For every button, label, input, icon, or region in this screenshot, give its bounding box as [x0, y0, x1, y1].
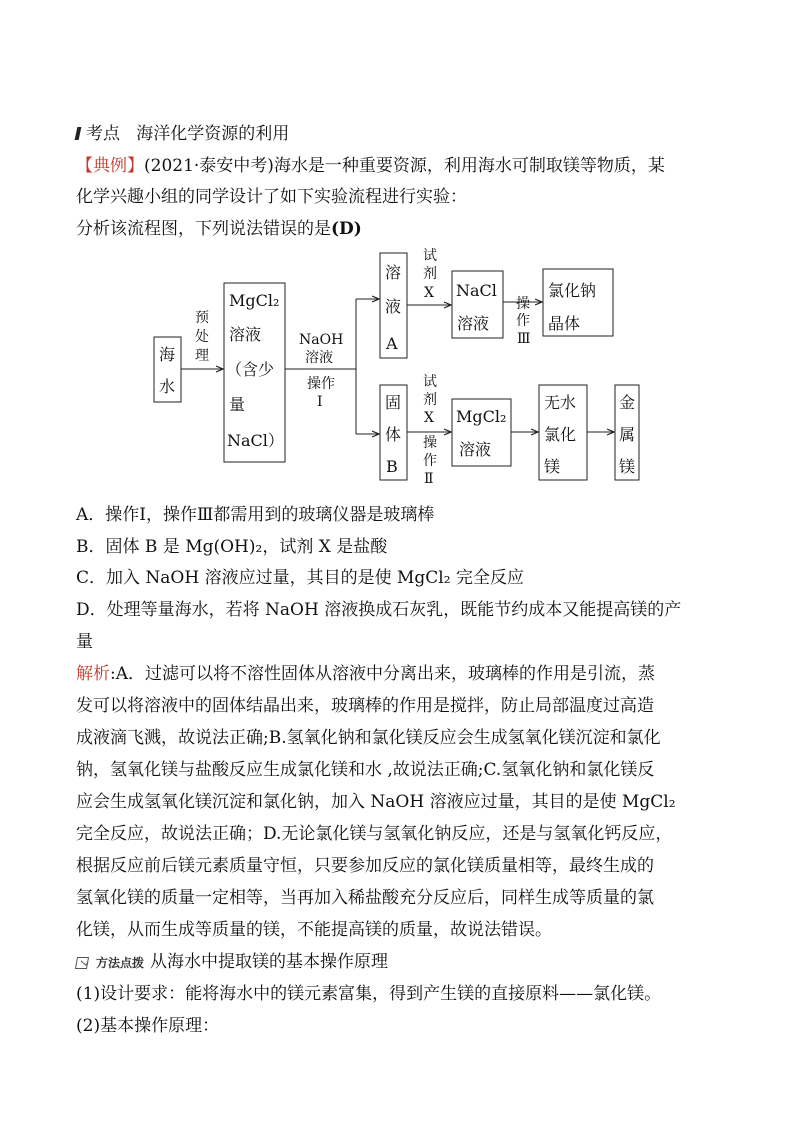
- pretreat-2: 处: [195, 329, 209, 345]
- mgcl2-sol-1: MgCl₂: [456, 407, 507, 426]
- example-text-1: 海水是一种重要资源，利用海水可制取镁等物质，某: [273, 156, 665, 176]
- mgcl2-line-3: （含少: [226, 360, 275, 379]
- example-line-1: [76, 156, 665, 176]
- analysis-text-1: :A．过滤可以将不溶性固体从溶液中分离出来，玻璃棒的作用是引流，蒸: [110, 664, 656, 684]
- method-heading: [76, 952, 388, 973]
- op2-1: 操: [423, 435, 437, 451]
- topic-title: 海洋化学资源的利用: [136, 124, 290, 144]
- solid-b-3: B: [386, 457, 398, 476]
- mgcl2-line-2: 溶液: [229, 325, 262, 344]
- solid-b-1: 固: [385, 393, 402, 412]
- analysis-line-9: 化镁，从而生成等质量的镁，不能提高镁的质量，故说法错误。: [76, 920, 552, 940]
- metal-mg-2: 属: [619, 425, 636, 444]
- seawater-char-1: 海: [159, 345, 176, 364]
- naoh-label-1: NaOH: [299, 332, 344, 348]
- question-text: 分析该流程图，下列说法错误的是: [76, 219, 331, 239]
- nacl-sol-1: NaCl: [456, 281, 497, 300]
- flow-diagram: [0, 245, 794, 485]
- method-item-2: (2)基本操作原理：: [76, 1016, 220, 1036]
- op1-label-1: 操作: [307, 376, 335, 392]
- reagent-bottom-2: 剂: [423, 392, 437, 408]
- metal-mg-1: 金: [619, 393, 636, 412]
- analysis-line-7: 根据反应前后镁元素质量守恒，只要参加反应的氯化镁质量相等，最终生成的: [76, 856, 654, 876]
- example-tag: 【典例】: [76, 156, 144, 176]
- pretreat-3: 理: [195, 348, 209, 364]
- analysis-line-4: 钠，氢氧化镁与盐酸反应生成氯化镁和水 ,故说法正确;C.氢氧化钠和氯化镁反: [76, 760, 655, 780]
- naoh-label-2: 溶液: [305, 350, 333, 366]
- reagent-bottom-1: 试: [423, 374, 437, 390]
- op3-2: 作: [516, 313, 530, 329]
- method-item-1: (1)设计要求：能将海水中的镁元素富集，得到产生镁的直接原料——氯化镁。: [76, 984, 662, 1004]
- analysis-line-3: 成液滴飞溅，故说法正确;B.氢氧化钠和氯化镁反应会生成氢氧化镁沉淀和氯化: [76, 728, 661, 748]
- heading-marker-icon: [75, 127, 82, 140]
- op3-1: 操: [516, 296, 530, 312]
- example-line-2: 化学兴趣小组的同学设计了如下实验流程进行实验：: [76, 187, 467, 207]
- reagent-top-3: X: [424, 285, 434, 301]
- analysis-line-8: 氢氧化镁的质量一定相等，当再加入稀盐酸充分反应后，同样生成等质量的氯: [76, 888, 654, 908]
- option-a: A．操作Ⅰ，操作Ⅲ都需用到的玻璃仪器是玻璃棒: [76, 505, 435, 525]
- op1-label-2: Ⅰ: [317, 394, 323, 410]
- option-d-cont: 量: [76, 632, 93, 652]
- sol-a-1: 溶: [385, 263, 402, 282]
- nacl-crystal-1: 氯化钠: [548, 281, 597, 300]
- mgcl2-line-1: MgCl₂: [229, 291, 280, 310]
- kaodian-label: 考点: [86, 124, 120, 144]
- method-tip-icon: [76, 956, 92, 968]
- analysis-label: 解析: [76, 664, 110, 684]
- pretreat-1: 预: [195, 310, 209, 326]
- nacl-sol-2: 溶液: [457, 314, 490, 333]
- option-c: C．加入 NaOH 溶液应过量，其目的是使 MgCl₂ 完全反应: [76, 568, 524, 588]
- anhydrous-2: 氯化: [544, 425, 577, 444]
- mgcl2-line-5: NaCl）: [227, 431, 284, 450]
- op3-3: Ⅲ: [517, 331, 531, 347]
- mgcl2-line-4: 量: [229, 395, 246, 414]
- metal-mg-3: 镁: [619, 457, 636, 476]
- option-d: D．处理等量海水，若将 NaOH 溶液换成石灰乳，既能节约成本又能提高镁的产: [76, 600, 682, 620]
- reagent-top-2: 剂: [423, 266, 437, 282]
- option-b: B．固体 B 是 Mg(OH)₂，试剂 X 是盐酸: [76, 537, 388, 557]
- example-line-3: [76, 219, 362, 239]
- reagent-top-1: 试: [423, 248, 437, 264]
- analysis-line-5: 应会生成氢氧化镁沉淀和氯化钠，加入 NaOH 溶液应过量，其目的是使 MgCl₂: [76, 792, 676, 812]
- mgcl2-sol-2: 溶液: [459, 440, 492, 459]
- section-heading: [76, 124, 289, 144]
- op2-3: Ⅱ: [424, 471, 434, 485]
- solid-b-2: 体: [385, 425, 402, 444]
- answer: (D): [331, 219, 362, 239]
- example-source: (2021·泰安中考): [144, 156, 274, 176]
- anhydrous-1: 无水: [544, 393, 577, 412]
- anhydrous-3: 镁: [544, 457, 561, 476]
- seawater-char-2: 水: [159, 377, 176, 396]
- method-title: 从海水中提取镁的基本操作原理: [150, 952, 389, 972]
- analysis-line-6: 完全反应，故说法正确；D.无论氯化镁与氢氧化钠反应，还是与氢氧化钙反应，: [76, 824, 673, 844]
- nacl-crystal-2: 晶体: [548, 314, 581, 333]
- reagent-bottom-3: X: [424, 410, 434, 426]
- op2-2: 作: [423, 453, 437, 469]
- analysis-line-1: [76, 664, 655, 684]
- sol-a-3: A: [386, 334, 398, 353]
- sol-a-2: 液: [385, 297, 402, 316]
- analysis-line-2: 发可以将溶液中的固体结晶出来，玻璃棒的作用是搅拌，防止局部温度过高造: [76, 696, 654, 716]
- method-label: 方法点拨: [96, 956, 145, 970]
